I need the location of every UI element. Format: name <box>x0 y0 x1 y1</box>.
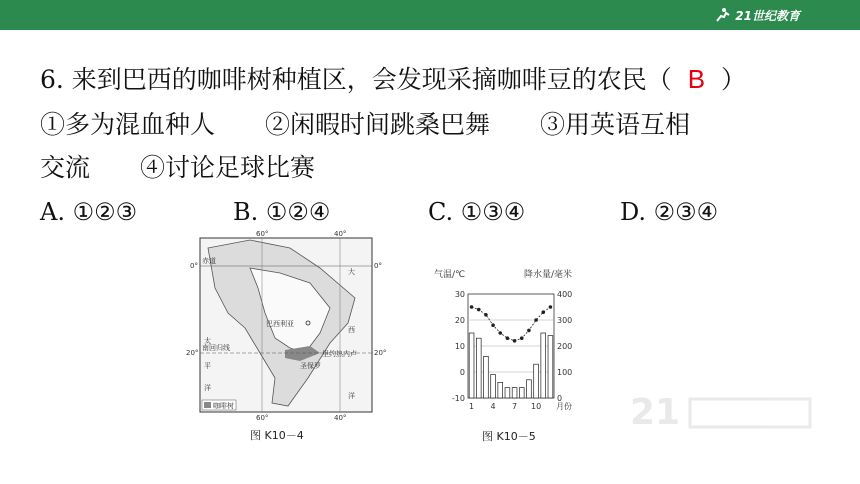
question-close: ） <box>720 65 746 94</box>
map-city-saopaulo: 圣保罗 <box>300 362 321 370</box>
climate-ytick-right: 300 <box>557 316 573 325</box>
map-lat-left-0: 0° <box>190 262 198 270</box>
precip-bar <box>541 333 546 398</box>
temperature-point <box>506 336 510 340</box>
map-ocean-west-3: 洋 <box>204 384 211 392</box>
temperature-point <box>534 318 538 322</box>
map-lat-right-0: 0° <box>374 262 382 270</box>
brazil-map <box>180 228 385 443</box>
map-ocean-east-3: 洋 <box>348 392 355 400</box>
map-lon-top-60: 60° <box>256 230 269 238</box>
map-lat-left-20: 20° <box>186 349 199 357</box>
climate-ytick-right: 100 <box>557 368 573 377</box>
temperature-point <box>513 339 517 343</box>
climate-ytick-right: 400 <box>557 290 573 299</box>
brand-name: 21世纪教育 <box>735 8 800 23</box>
svg-text:21: 21 <box>630 392 681 433</box>
map-tropic-label: 南回归线 <box>202 344 230 352</box>
option-b[interactable]: B. ①②④ <box>233 198 331 226</box>
climate-ylabel-right: 降水量/毫米 <box>524 270 573 280</box>
option-a[interactable]: A. ①②③ <box>40 198 138 226</box>
temperature-point <box>498 331 502 335</box>
temperature-point <box>549 305 553 309</box>
precip-bar <box>498 382 503 398</box>
map-ocean-west-1: 太 <box>204 337 211 345</box>
temperature-point <box>484 313 488 317</box>
climate-ylabel-left: 气温/℃ <box>434 270 466 280</box>
precip-bar <box>534 364 539 398</box>
map-city-brasilia: 巴西利亚 <box>266 320 294 328</box>
map-lat-right-20: 20° <box>374 349 387 357</box>
question-text: 6. 来到巴西的咖啡树种植区，会发现采摘咖啡豆的农民（ <box>40 65 672 94</box>
map-ocean-east-2: 西 <box>348 326 355 334</box>
map-lon-bottom-40: 40° <box>334 414 347 422</box>
map-caption: 图 K10－4 <box>250 429 304 442</box>
climate-plot-area <box>452 290 572 411</box>
answer-mark: B <box>687 64 706 94</box>
question-stem <box>40 64 746 95</box>
question-line2: ①多为混血种人 ②闲暇时间跳桑巴舞 ③用英语互相 <box>40 110 691 139</box>
precip-bar <box>491 375 496 398</box>
climate-xtick: 4 <box>490 402 496 411</box>
precip-bar <box>512 388 517 398</box>
climate-caption: 图 K10－5 <box>482 430 536 443</box>
precip-bar <box>469 333 474 398</box>
climate-xtick: 1 <box>469 402 475 411</box>
watermark-logo <box>630 384 830 444</box>
coffee-legend-icon <box>204 402 211 408</box>
temperature-point <box>491 323 495 327</box>
temperature-point <box>527 329 531 333</box>
climate-ytick-right: 0 <box>557 394 563 403</box>
temperature-line <box>472 307 551 341</box>
option-d[interactable]: D. ②③④ <box>620 198 719 226</box>
precip-bar <box>548 336 553 398</box>
option-c[interactable]: C. ①③④ <box>428 198 526 226</box>
map-legend-label: 咖啡树 <box>213 402 234 410</box>
climate-ytick-left: 20 <box>454 316 465 325</box>
precip-bar <box>505 388 510 398</box>
precip-bar <box>527 380 532 398</box>
brand-logo <box>713 6 800 24</box>
climate-ytick-left: 10 <box>454 342 465 351</box>
precip-bar <box>484 356 489 398</box>
climate-ytick-right: 200 <box>557 342 573 351</box>
precip-bar <box>519 388 524 398</box>
runner-icon <box>713 7 731 23</box>
precip-bar <box>476 338 481 398</box>
climate-ytick-left: 0 <box>459 368 465 377</box>
map-ocean-east-1: 大 <box>348 268 355 276</box>
map-ocean-west-2: 平 <box>204 362 211 370</box>
temperature-point <box>541 310 545 314</box>
temperature-point <box>470 305 474 309</box>
map-lon-top-40: 40° <box>334 230 347 238</box>
temperature-point <box>477 308 481 312</box>
climate-xtick: 10 <box>530 402 542 411</box>
temperature-point <box>520 336 524 340</box>
map-equator-label: 赤道 <box>202 257 216 265</box>
climate-chart <box>432 266 592 444</box>
climate-ytick-left: 30 <box>454 290 465 299</box>
question-line3: 交流 ④讨论足球比赛 <box>40 153 316 182</box>
climate-ytick-left: -10 <box>451 394 465 403</box>
climate-xtick: 7 <box>512 402 518 411</box>
map-lon-bottom-60: 60° <box>256 414 269 422</box>
climate-xlabel: 月份 <box>556 402 572 411</box>
header-bar <box>0 0 860 30</box>
map-city-rio: 里约热内卢 <box>322 350 357 358</box>
